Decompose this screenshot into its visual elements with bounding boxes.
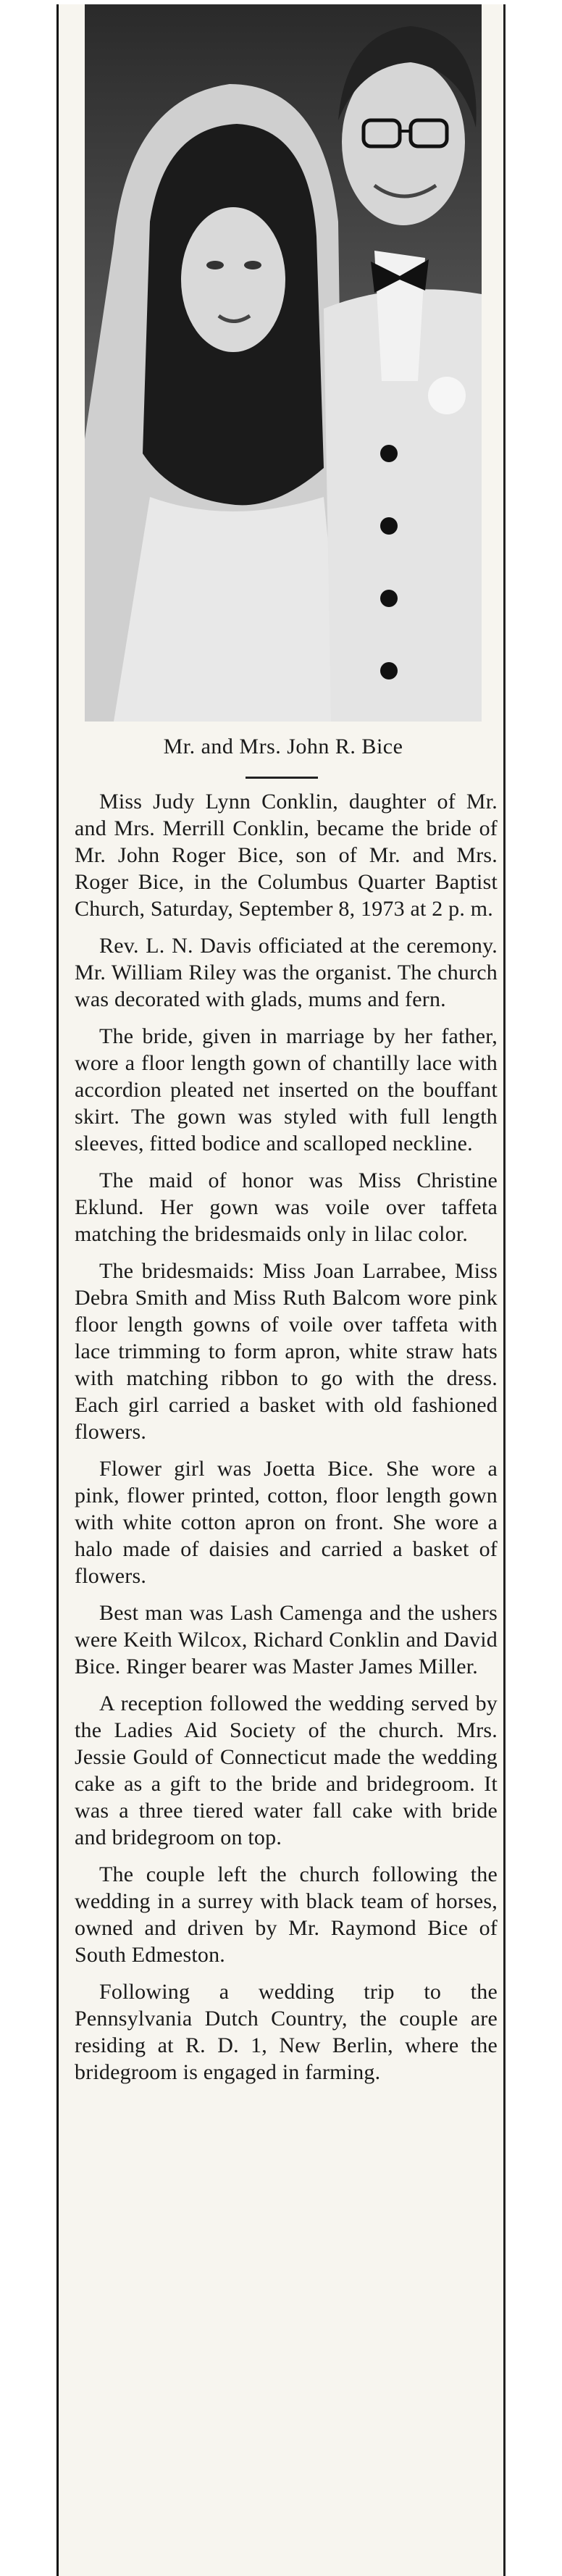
paragraph: The maid of honor was Miss Christine Eklund. Her gown was voile over taffeta matching the bridesmaids only in lilac color. <box>75 1168 498 1246</box>
caption-divider <box>246 777 318 779</box>
photo-caption: Mr. and Mrs. John R. Bice <box>163 735 403 758</box>
wedding-photo <box>85 4 482 722</box>
paragraph: Miss Judy Lynn Conklin, daughter of Mr. and Mrs. Merrill Conklin, became the bride of Mr. John Roger Bice, son of Mr. and Mrs. Roger Bice, in the Columbus Quarter Baptist Church, Saturday, September 8, 1973 at 2 p. m. <box>75 790 498 921</box>
paragraph: Rev. L. N. Davis officiated at the ceremony. Mr. William Riley was the organist. The church was decorated with glads, mums and fern. <box>75 934 498 1011</box>
paragraph: Best man was Lash Camenga and the ushers were Keith Wilcox, Richard Conklin and David Bice. Ringer bearer was Master James Miller. <box>75 1601 498 1678</box>
paragraph: The couple left the church following the wedding in a surrey with black team of horses, owned and driven by Mr. Raymond Bice of South Edmeston. <box>75 1862 498 1967</box>
paragraph: Following a wedding trip to the Pennsylvania Dutch Country, the couple are residing at R. D. 1, New Berlin, where the bridegroom is engaged in farming. <box>75 1980 498 2084</box>
article-body <box>75 788 498 2096</box>
paragraph: Flower girl was Joetta Bice. She wore a pink, flower printed, cotton, floor length gown with white cotton apron on front. She wore a halo made of daisies and carried a basket of flowers. <box>75 1457 498 1588</box>
newspaper-clipping <box>56 4 506 2576</box>
paragraph: The bride, given in marriage by her father, wore a floor length gown of chantilly lace with accordion pleated net inserted on the bouffant skirt. The gown was styled with full length sleeves, fitted bodice and scalloped neckline. <box>75 1024 498 1155</box>
paragraph: The bridesmaids: Miss Joan Larrabee, Miss Debra Smith and Miss Ruth Balcom wore pink floor length gowns of voile over taffeta with lace trimming to form apron, white straw hats with matching ribbon to go with the dress. Each girl carried a basket with old fashioned flowers. <box>75 1259 498 1444</box>
paragraph: A reception followed the wedding served by the Ladies Aid Society of the church. Mrs. Jessie Gould of Connecticut made the wedding cake as a gift to the bride and bridegroom. It was a three tiered water fall cake with bride and bridegroom on top. <box>75 1691 498 1849</box>
